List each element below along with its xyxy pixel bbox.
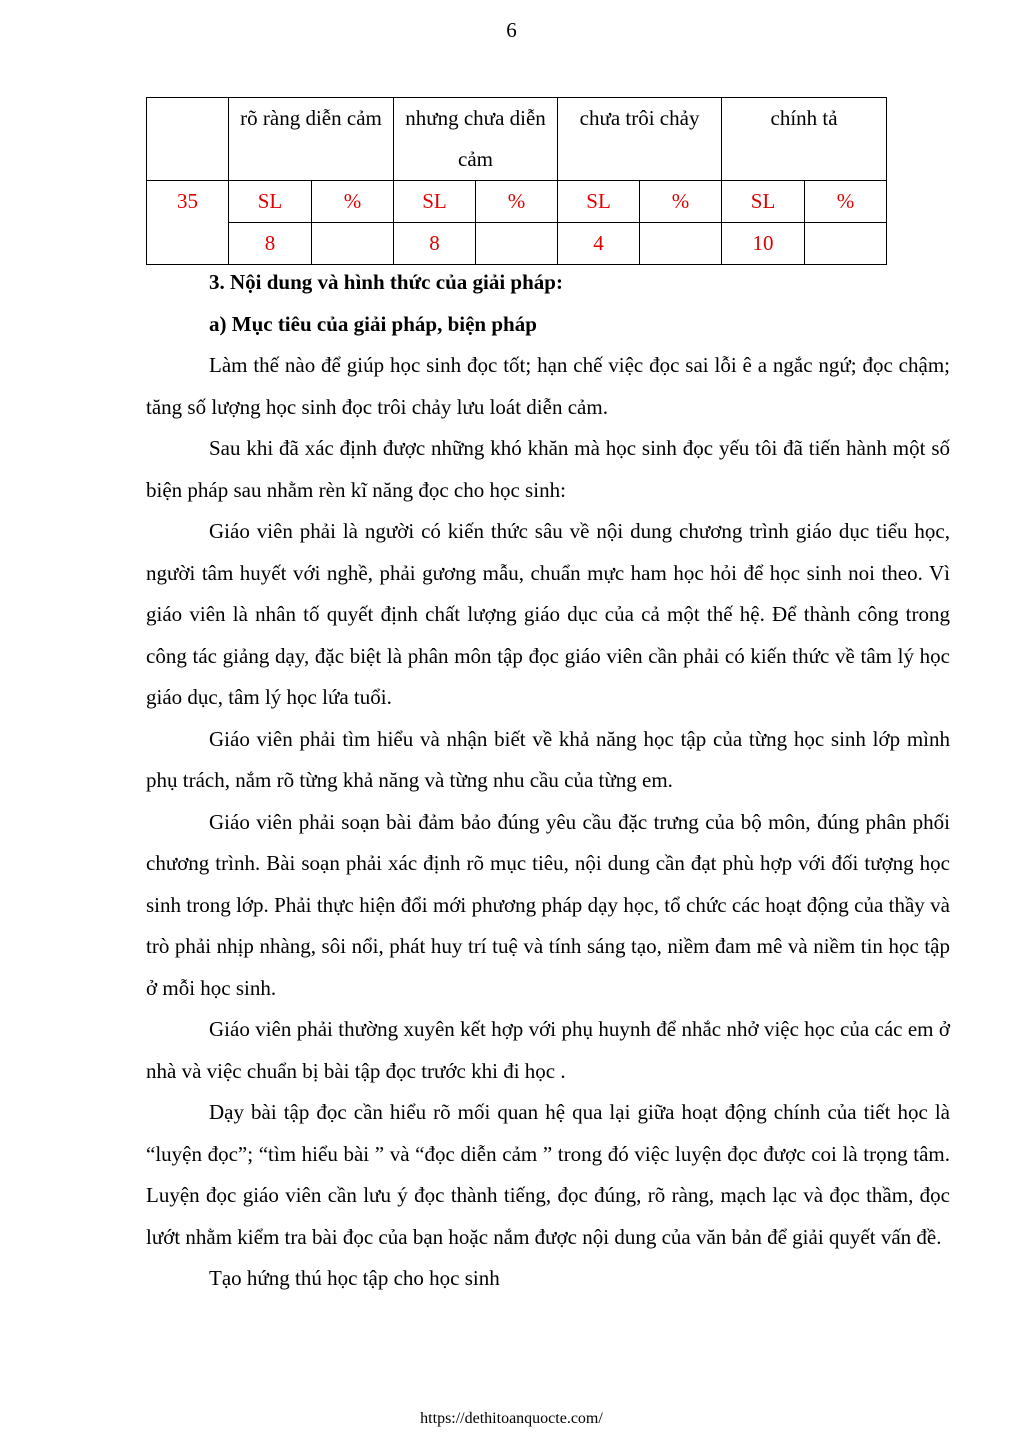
document-body	[146, 262, 950, 1300]
table-subheader-cell: %	[805, 181, 887, 223]
paragraph: Dạy bài tập đọc cần hiểu rõ mối quan hệ qua lại giữa hoạt động chính của tiết học là “luyện đọc”; “tìm hiểu bài ” và “đọc diễn cảm ” trong đó việc luyện đọc được coi là trọng tâm. Luyện đọc giáo viên cần lưu ý đọc thành tiếng, đọc đúng, rõ ràng, mạch lạc và đọc thầm, đọc lướt nhằm kiểm tra bài đọc của bạn hoặc nắm được nội dung của văn bản để giải quyết vấn đề.	[146, 1100, 950, 1249]
table-cell: 4	[558, 223, 640, 265]
table-cell	[805, 223, 887, 265]
table-cell	[312, 223, 394, 265]
table-header-cell: rõ ràng diễn cảm	[229, 98, 394, 181]
statistics-table	[146, 97, 887, 265]
table-subheader-cell: %	[640, 181, 722, 223]
paragraph: Làm thế nào để giúp học sinh đọc tốt; hạn chế việc đọc sai lỗi ê a ngắc ngứ; đọc chậm; tăng số lượng học sinh đọc trôi chảy lưu loát diễn cảm.	[146, 353, 950, 419]
page-number: 6	[506, 18, 517, 42]
paragraph: Giáo viên phải là người có kiến thức sâu về nội dung chương trình giáo dục tiểu học, người tâm huyết với nghề, phải gương mẫu, chuẩn mực ham học hỏi để học sinh noi theo. Vì giáo viên là nhân tố quyết định chất lượng giáo dục của cả một thế hệ. Để thành công trong công tác giảng dạy, đặc biệt là phân môn tập đọc giáo viên cần phải có kiến thức về tâm lý học giáo dục, tâm lý học lứa tuổi.	[146, 519, 950, 709]
section-heading: 3. Nội dung và hình thức của giải pháp:	[209, 270, 563, 294]
footer-url: https://dethitoanquocte.com/	[420, 1410, 603, 1427]
paragraph: Giáo viên phải thường xuyên kết hợp với phụ huynh để nhắc nhở việc học của các em ở nhà và việc chuẩn bị bài tập đọc trước khi đi học .	[146, 1017, 950, 1083]
table-subheader-cell: SL	[229, 181, 312, 223]
table-header-cell: chính tả	[722, 98, 887, 181]
table-subheader-cell: %	[476, 181, 558, 223]
paragraph: Giáo viên phải tìm hiểu và nhận biết về khả năng học tập của từng học sinh lớp mình phụ trách, nắm rõ từng khả năng và từng nhu cầu của từng em.	[146, 726, 950, 792]
table-cell	[640, 223, 722, 265]
table-cell: 10	[722, 223, 805, 265]
paragraph: Sau khi đã xác định được những khó khăn mà học sinh đọc yếu tôi đã tiến hành một số biện pháp sau nhằm rèn kĩ năng đọc cho học sinh:	[146, 436, 950, 502]
subsection-heading: a) Mục tiêu của giải pháp, biện pháp	[209, 311, 537, 336]
table-row-label: 35	[147, 181, 229, 265]
table-subheader-cell: SL	[722, 181, 805, 223]
table-header-cell: chưa trôi chảy	[558, 98, 722, 181]
table-subheader-cell: SL	[558, 181, 640, 223]
paragraph: Tạo hứng thú học tập cho học sinh	[209, 1266, 500, 1290]
table-subheader-cell: SL	[394, 181, 476, 223]
table-header-empty	[147, 98, 229, 181]
table-cell: 8	[394, 223, 476, 265]
table-subheader-row	[147, 181, 887, 223]
table-header-row	[147, 98, 887, 181]
table-row	[147, 223, 887, 265]
table-subheader-cell: %	[312, 181, 394, 223]
paragraph: Giáo viên phải soạn bài đảm bảo đúng yêu cầu đặc trưng của bộ môn, đúng phân phối chương trình. Bài soạn phải xác định rõ mục tiêu, nội dung cần đạt phù hợp với đối tượng học sinh trong lớp. Phải thực hiện đổi mới phương pháp dạy học, tổ chức các hoạt động của thầy và trò phải nhịp nhàng, sôi nổi, phát huy trí tuệ và tính sáng tạo, niềm đam mê và niềm tin học tập ở mỗi học sinh.	[146, 809, 950, 1000]
table-header-cell: nhưng chưa diễn cảm	[394, 98, 558, 181]
table-cell: 8	[229, 223, 312, 265]
table-cell	[476, 223, 558, 265]
